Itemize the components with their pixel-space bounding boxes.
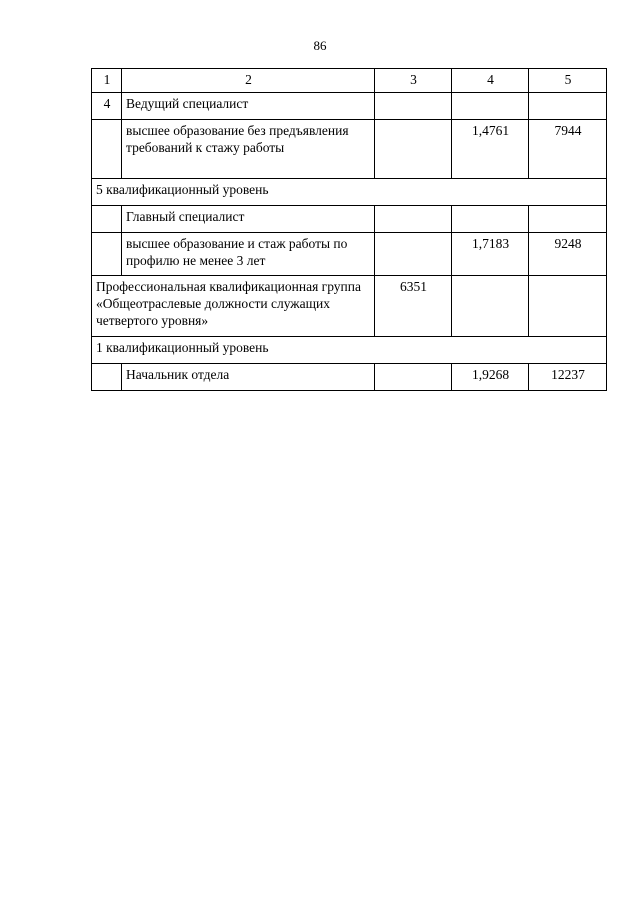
page-number: 86 xyxy=(313,38,327,53)
coefficient-cell: 1,9268 xyxy=(452,364,529,391)
table-row xyxy=(92,206,607,233)
position-cell: Главный специалист xyxy=(122,206,375,233)
coefficient-cell xyxy=(452,93,529,120)
value-cell-3 xyxy=(375,120,452,179)
salary-table xyxy=(91,68,607,391)
value-cell-3 xyxy=(375,93,452,120)
table-row xyxy=(92,233,607,276)
table-row xyxy=(92,364,607,391)
table-header-row xyxy=(92,69,607,93)
position-cell: высшее образование и стаж работы по профилю не менее 3 лет xyxy=(122,233,375,276)
qualification-level-cell: 1 квалификационный уровень xyxy=(92,337,607,364)
qualification-level-cell: 5 квалификационный уровень xyxy=(92,179,607,206)
position-cell: высшее образование без предъявления требований к стажу работы xyxy=(122,120,375,179)
salary-cell: 9248 xyxy=(529,233,607,276)
table-row xyxy=(92,276,607,337)
coefficient-cell xyxy=(452,206,529,233)
salary-cell xyxy=(529,276,607,337)
value-cell-3 xyxy=(375,206,452,233)
header-cell-5: 5 xyxy=(529,69,607,93)
header-cell-3: 3 xyxy=(375,69,452,93)
row-number-cell xyxy=(92,206,122,233)
salary-cell: 12237 xyxy=(529,364,607,391)
table-row xyxy=(92,337,607,364)
table-row xyxy=(92,120,607,179)
position-cell: Начальник отдела xyxy=(122,364,375,391)
header-cell-2: 2 xyxy=(122,69,375,93)
row-number-cell xyxy=(92,120,122,179)
base-salary-cell: 6351 xyxy=(375,276,452,337)
row-number-cell xyxy=(92,233,122,276)
professional-group-cell: Профессиональная квалификационная группа «Общеотраслевые должности служащих четвертого уровня» xyxy=(92,276,375,337)
coefficient-cell: 1,7183 xyxy=(452,233,529,276)
salary-cell xyxy=(529,93,607,120)
coefficient-cell xyxy=(452,276,529,337)
table-row xyxy=(92,179,607,206)
header-cell-1: 1 xyxy=(92,69,122,93)
row-number-cell: 4 xyxy=(92,93,122,120)
table-row xyxy=(92,93,607,120)
value-cell-3 xyxy=(375,364,452,391)
value-cell-3 xyxy=(375,233,452,276)
salary-cell xyxy=(529,206,607,233)
salary-cell: 7944 xyxy=(529,120,607,179)
position-cell: Ведущий специалист xyxy=(122,93,375,120)
row-number-cell xyxy=(92,364,122,391)
header-cell-4: 4 xyxy=(452,69,529,93)
coefficient-cell: 1,4761 xyxy=(452,120,529,179)
